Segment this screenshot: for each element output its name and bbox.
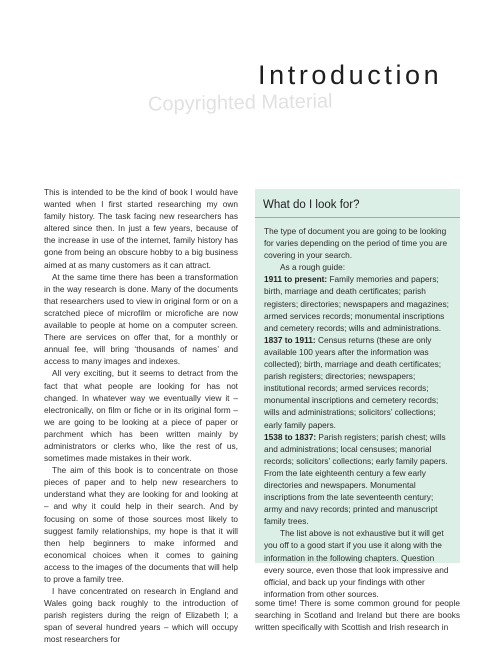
period-entry bbox=[264, 273, 452, 333]
period-label: 1911 to present: bbox=[264, 274, 328, 285]
period-text: Census returns (these are only available 100 years after the information was collected); birth, marriage and death certificates; parish registers; directories; newspapers; institutional records; armed services records; monumental inscriptions and cemetery records; wills and administrations; solicitors’ collections; early family papers. bbox=[264, 334, 442, 430]
sidebar-box-body bbox=[255, 218, 460, 600]
period-text: Family memories and papers; birth, marriage and death certificates; parish registers; directories; newspapers and magazines; armed services records; monumental inscriptions and cemetery records; wills and administrations. bbox=[264, 274, 449, 333]
sidebar-box-title: What do I look for? bbox=[263, 199, 360, 211]
left-column bbox=[44, 186, 238, 646]
period-text: Parish registers; parish chest; wills and administrations; local censuses; manorial records; solicitors’ collections; early family papers. From the late eighteenth century a few early directories and newspapers. Monumental inscriptions from the late seventeenth century; army and navy records; printed and manuscript family trees. bbox=[264, 431, 448, 527]
paragraph: I have concentrated on research in England and Wales going back roughly to the introduction of parish registers during the reign of Elizabeth I; a span of several hundred years – which will occupy most researchers for bbox=[44, 586, 238, 645]
paragraph: The aim of this book is to concentrate on those pieces of paper and to help new researchers to understand what they are looking for and looking at – and why it could help in their search. And by focusing on some of those sources most likely to suggest family relationships, my hope is that it will then help beginners to make informed and economical choices when it comes to gaining access to the images of the documents that will help to prove a family tree. bbox=[44, 465, 238, 584]
paragraph: At the same time there has been a transformation in the way research is done. Many of the documents that researchers used to view in original form or on a scratched piece of microfilm or microfiche are now available to people at home on a computer screen. There are services on offer that, for a monthly or annual fee, will bring ‘thousands of names’ and access to many images and indexes. bbox=[44, 271, 238, 367]
period-label: 1837 to 1911: bbox=[264, 334, 316, 345]
right-column bbox=[255, 597, 460, 633]
paragraph: This is intended to be the kind of book I would have wanted when I first started researching my own family history. The task facing new researchers has altered since then. In just a few years, because of the increase in use of the internet, family history has gone from being an obscure hobby to a big business aimed at as many customers as it can attract. bbox=[44, 187, 238, 270]
paragraph: All very exciting, but it seems to detract from the fact that what people are looking for has not changed. In whatever way we eventually view it – electronically, on film or fiche or in its original form – we are going to be looking at a piece of paper or parchment which has been written mainly by administrators or clerks who, like the rest of us, sometimes made mistakes in their work. bbox=[44, 368, 238, 464]
period-entry bbox=[264, 334, 452, 431]
sidebar-box-header bbox=[255, 189, 460, 218]
paragraph: some time! There is some common ground for people searching in Scotland and Ireland but there are books written specifically with Scottish and Irish research in bbox=[255, 598, 460, 633]
box-intro: The type of document you are going to be looking for varies depending on the period of time you are covering in your search. bbox=[264, 226, 448, 261]
box-guide-label: As a rough guide: bbox=[280, 262, 346, 273]
chapter-title: Introduction bbox=[258, 60, 443, 90]
box-closing: The list above is not exhaustive but it will get you off to a good start if you use it along with the information in the following chapters. Question every source, even those that look impressive and official, and back up your findings with other information from other sources. bbox=[264, 528, 449, 599]
sidebar-box bbox=[255, 189, 460, 599]
period-label: 1538 to 1837: bbox=[264, 431, 317, 442]
period-entry bbox=[264, 431, 452, 528]
watermark: Copyrighted Material bbox=[147, 90, 333, 116]
